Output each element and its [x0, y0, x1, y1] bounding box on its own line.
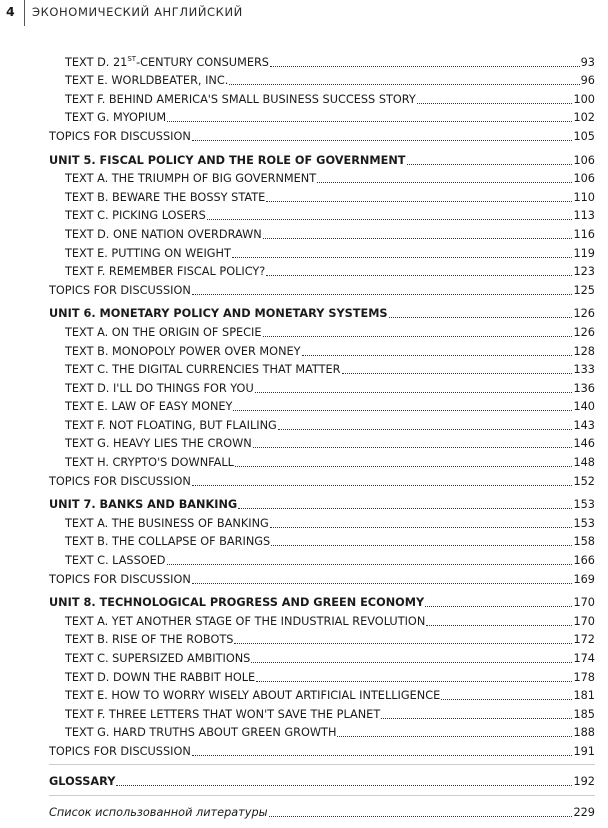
toc-page-number: 133	[573, 363, 595, 377]
dot-leader	[192, 294, 573, 295]
dot-leader	[235, 466, 573, 467]
toc-entry-topics[interactable]	[49, 279, 595, 298]
toc-page-number: 105	[573, 129, 595, 143]
toc-page-number: 181	[573, 689, 595, 703]
toc-page-number: 158	[573, 535, 595, 549]
dot-leader	[266, 201, 572, 202]
toc-entry-topics[interactable]	[49, 568, 595, 587]
toc-entry-label: TEXT C. SUPERSIZED AMBITIONS	[65, 652, 251, 665]
toc-entry[interactable]	[49, 647, 595, 666]
dot-leader	[238, 508, 572, 509]
dot-leader	[381, 718, 572, 719]
toc-page-number: 166	[573, 554, 595, 568]
toc-entry[interactable]	[49, 107, 595, 126]
toc-entry-label: TEXT A. THE BUSINESS OF BANKING	[65, 516, 269, 530]
toc-entry[interactable]	[49, 186, 595, 205]
toc-entry[interactable]	[49, 88, 595, 107]
toc-unit-label: UNIT 6. MONETARY POLICY AND MONETARY SYSTEMS	[49, 307, 388, 321]
toc-entry[interactable]	[49, 610, 595, 629]
dot-leader	[116, 785, 572, 786]
dot-leader	[232, 257, 573, 258]
toc-page-number: 96	[580, 74, 595, 88]
toc-entry[interactable]	[49, 223, 595, 242]
toc-entry-label: TEXT D. I'LL DO THINGS FOR YOU	[65, 381, 254, 395]
dot-leader	[270, 66, 580, 67]
toc-entry[interactable]	[49, 549, 595, 568]
dot-leader	[192, 140, 573, 141]
dot-leader	[278, 429, 573, 430]
toc-page-number: 170	[573, 596, 595, 610]
toc-entry-label: TEXT F. THREE LETTERS THAT WON'T SAVE THE PLANET	[65, 707, 381, 721]
dot-leader	[256, 681, 572, 682]
toc-entry[interactable]	[49, 629, 595, 648]
toc-page-number: 116	[573, 227, 595, 241]
toc-entry-label: TEXT C. PICKING LOSERS	[65, 209, 206, 223]
toc-entry-label: TOPICS FOR DISCUSSION	[49, 129, 191, 143]
dot-leader	[271, 545, 572, 546]
dot-leader	[207, 219, 573, 220]
toc-unit-label: UNIT 5. FISCAL POLICY AND THE ROLE OF GOVERNMENT	[49, 153, 406, 167]
toc-page-number: 153	[573, 516, 595, 530]
toc-entry-label: TOPICS FOR DISCUSSION	[49, 744, 191, 758]
toc-page-number: 110	[573, 190, 595, 204]
toc-page-number: 169	[573, 572, 595, 586]
toc-page-number: 153	[573, 498, 595, 512]
toc-entry[interactable]	[49, 70, 595, 89]
dot-leader	[270, 527, 573, 528]
toc-page-number: 106	[573, 153, 595, 167]
dot-leader	[233, 410, 572, 411]
dot-leader	[425, 606, 572, 607]
toc-page-number: 140	[573, 400, 595, 414]
dot-leader	[269, 816, 573, 817]
toc-page-number: 229	[573, 805, 595, 819]
toc-unit-label: UNIT 8. TECHNOLOGICAL PROGRESS AND GREEN ECONOMY	[49, 596, 425, 610]
dot-leader	[167, 121, 572, 122]
toc-entry-topics[interactable]	[49, 470, 595, 489]
toc-entry[interactable]	[49, 666, 595, 685]
toc-entry[interactable]	[49, 396, 595, 415]
table-of-contents	[49, 51, 595, 820]
toc-page-number: 185	[573, 707, 595, 721]
toc-unit-heading[interactable]	[49, 303, 595, 322]
toc-page-number: 126	[573, 325, 595, 339]
page-number: 4	[6, 4, 15, 19]
toc-entry[interactable]	[49, 340, 595, 359]
toc-entry[interactable]	[49, 51, 595, 70]
toc-entry-label: TOPICS FOR DISCUSSION	[49, 572, 191, 586]
toc-entry[interactable]	[49, 512, 595, 531]
toc-page-number: 126	[573, 307, 595, 321]
toc-entry-label: TEXT C. LASSOED	[65, 554, 166, 568]
toc-glossary-entry[interactable]	[49, 764, 595, 789]
toc-entry-label: TEXT D. 21ST-CENTURY CONSUMERS	[65, 54, 269, 69]
toc-entry-label: TEXT E. HOW TO WORRY WISELY ABOUT ARTIFICIAL INTELLIGENCE	[65, 689, 441, 703]
toc-entry-label: TEXT F. BEHIND AMERICA'S SMALL BUSINESS SUCCESS STORY	[65, 92, 416, 106]
dot-leader	[253, 447, 573, 448]
dot-leader	[426, 625, 572, 626]
toc-entry-label: TEXT F. REMEMBER FISCAL POLICY?	[65, 265, 266, 279]
toc-entry-label: TOPICS FOR DISCUSSION	[49, 474, 191, 488]
dot-leader	[192, 485, 573, 486]
toc-page-number: 125	[573, 283, 595, 297]
toc-page-number: 100	[573, 92, 595, 106]
dot-leader	[337, 736, 572, 737]
toc-unit-heading[interactable]	[49, 149, 595, 168]
toc-entry-label: TEXT A. ON THE ORIGIN OF SPECIE	[65, 325, 262, 339]
toc-entry[interactable]	[49, 703, 595, 722]
toc-entry[interactable]	[49, 685, 595, 704]
toc-entry-label: TEXT A. YET ANOTHER STAGE OF THE INDUSTRIAL REVOLUTION	[65, 614, 426, 628]
toc-entry-label: TOPICS FOR DISCUSSION	[49, 283, 191, 297]
toc-entry[interactable]	[49, 242, 595, 261]
toc-entry-label: TEXT E. WORLDBEATER, INC.	[65, 74, 229, 88]
toc-entry[interactable]	[49, 531, 595, 550]
toc-page-number: 106	[573, 172, 595, 186]
toc-unit-heading[interactable]	[49, 592, 595, 611]
toc-entry-label: TEXT H. CRYPTO'S DOWNFALL	[65, 456, 234, 470]
dot-leader	[263, 336, 573, 337]
toc-page-number: 93	[580, 55, 595, 69]
toc-page-number: 102	[573, 111, 595, 125]
toc-entry[interactable]	[49, 261, 595, 280]
toc-entry[interactable]	[49, 377, 595, 396]
toc-entry-topics[interactable]	[49, 740, 595, 759]
toc-page-number: 170	[573, 614, 595, 628]
toc-references-entry[interactable]	[49, 795, 595, 820]
toc-entry-label: TEXT E. LAW OF EASY MONEY	[65, 400, 233, 414]
dot-leader	[229, 84, 579, 85]
dot-leader	[407, 164, 573, 165]
dot-leader	[192, 583, 573, 584]
dot-leader	[389, 317, 573, 318]
header-divider	[24, 0, 25, 26]
dot-leader	[441, 699, 572, 700]
toc-page-number: 178	[573, 670, 595, 684]
toc-page-number: 136	[573, 381, 595, 395]
toc-entry-label: TEXT D. ONE NATION OVERDRAWN	[65, 227, 262, 241]
toc-entry-label: TEXT B. BEWARE THE BOSSY STATE	[65, 190, 266, 204]
toc-entry-label: TEXT G. HEAVY LIES THE CROWN	[65, 437, 252, 451]
toc-entry-label: TEXT A. THE TRIUMPH OF BIG GOVERNMENT	[65, 172, 317, 186]
toc-entry-label: TEXT G. MYOPIUM	[65, 111, 167, 125]
toc-page-number: 148	[573, 456, 595, 470]
toc-entry-label: TEXT B. RISE OF THE ROBOTS	[65, 633, 234, 647]
toc-entry-label: TEXT F. NOT FLOATING, BUT FLAILING	[65, 418, 277, 432]
toc-entry-label: TEXT B. MONOPOLY POWER OVER MONEY	[65, 344, 301, 358]
toc-page-number: 119	[573, 246, 595, 260]
toc-page-number: 188	[573, 726, 595, 740]
toc-entry[interactable]	[49, 205, 595, 224]
dot-leader	[167, 564, 573, 565]
toc-entry-label: TEXT C. THE DIGITAL CURRENCIES THAT MATTER	[65, 363, 341, 377]
toc-entry[interactable]	[49, 168, 595, 187]
dot-leader	[263, 238, 573, 239]
dot-leader	[255, 392, 573, 393]
toc-page-number: 146	[573, 437, 595, 451]
dot-leader	[192, 755, 573, 756]
toc-entry-topics[interactable]	[49, 125, 595, 144]
toc-entry-label: TEXT B. THE COLLAPSE OF BARINGS	[65, 535, 271, 549]
toc-page-number: 128	[573, 344, 595, 358]
dot-leader	[302, 355, 573, 356]
toc-page-number: 113	[573, 209, 595, 223]
dot-leader	[251, 662, 572, 663]
toc-entry[interactable]	[49, 359, 595, 378]
toc-entry[interactable]	[49, 722, 595, 741]
toc-page-number: 143	[573, 418, 595, 432]
dot-leader	[417, 103, 573, 104]
dot-leader	[234, 643, 572, 644]
running-header	[0, 0, 608, 26]
toc-entry[interactable]	[49, 321, 595, 340]
toc-page-number: 191	[573, 744, 595, 758]
toc-unit-heading[interactable]	[49, 494, 595, 513]
toc-page-number: 192	[573, 774, 595, 788]
toc-entry[interactable]	[49, 451, 595, 470]
toc-entry-label: TEXT D. DOWN THE RABBIT HOLE	[65, 670, 256, 684]
toc-unit-label: GLOSSARY	[49, 774, 116, 788]
toc-page-number: 152	[573, 474, 595, 488]
toc-entry-label: TEXT E. PUTTING ON WEIGHT	[65, 246, 231, 260]
dot-leader	[317, 182, 572, 183]
toc-entry-label: Список использованной литературы	[49, 805, 268, 819]
toc-page-number: 172	[573, 633, 595, 647]
toc-entry[interactable]	[49, 414, 595, 433]
toc-page-number: 123	[573, 265, 595, 279]
toc-entry-label: TEXT G. HARD TRUTHS ABOUT GREEN GROWTH	[65, 726, 337, 740]
toc-entry[interactable]	[49, 433, 595, 452]
dot-leader	[266, 275, 572, 276]
toc-unit-label: UNIT 7. BANKS AND BANKING	[49, 498, 238, 512]
dot-leader	[342, 373, 573, 374]
running-title: ЭКОНОМИЧЕСКИЙ АНГЛИЙСКИЙ	[32, 5, 243, 19]
toc-page-number: 174	[573, 652, 595, 665]
